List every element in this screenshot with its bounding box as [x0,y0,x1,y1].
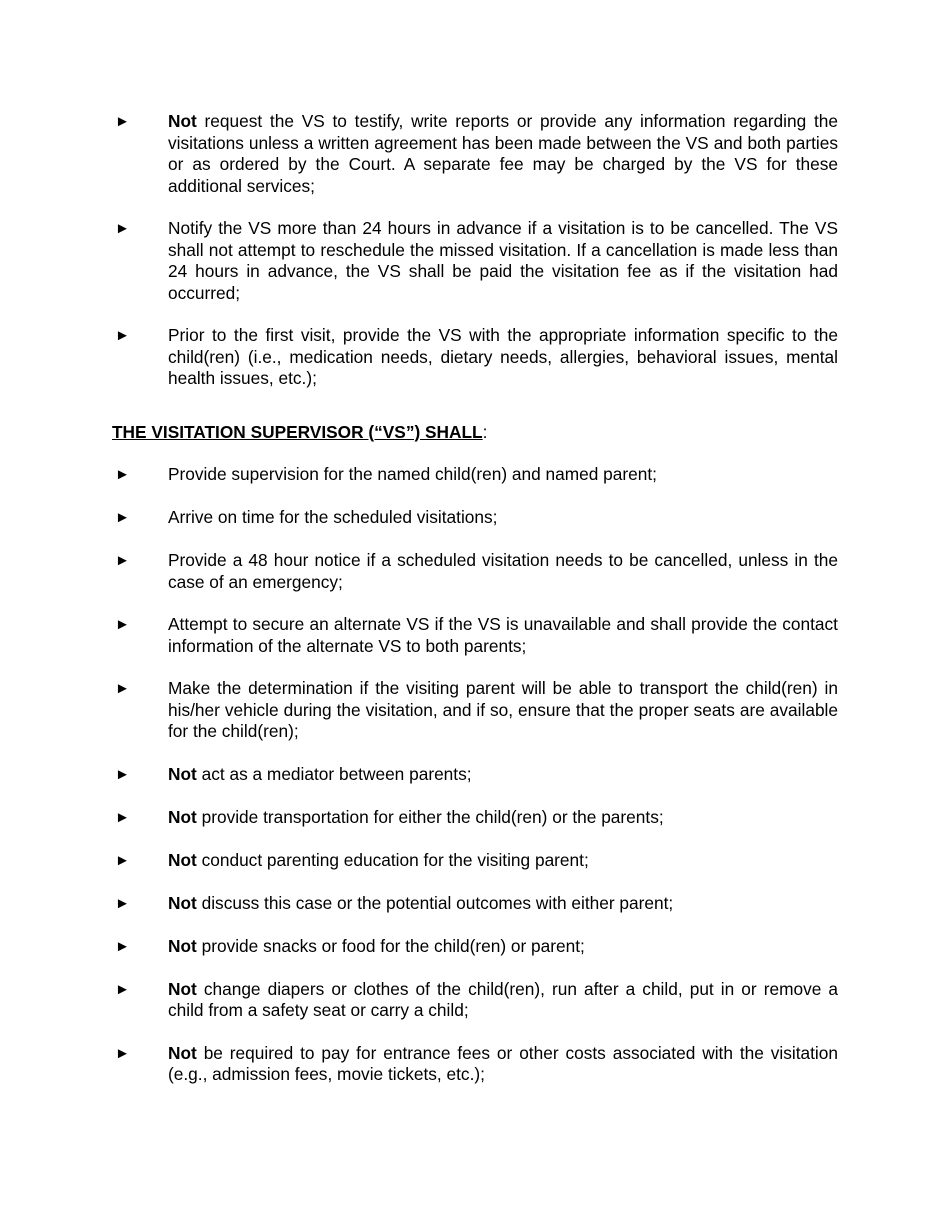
list-item [112,764,838,786]
item-text: act as a mediator between parents; [196,763,472,784]
arrow-bullet-icon: ► [115,220,130,237]
supervisor-obligations-list [112,464,838,1086]
item-text: Arrive on time for the scheduled visitations; [168,507,498,527]
item-text: request the VS to testify, write reports or provide any information regarding the visitations unless a written agreement has been made between the VS and both parties or as ordered by the Court. A separate fee may be charged by the VS for these additional services; [168,111,838,196]
arrow-bullet-icon: ► [115,680,130,697]
list-item [112,807,838,829]
arrow-bullet-icon: ► [115,937,130,955]
list-item [112,111,838,197]
arrow-bullet-icon: ► [115,327,130,344]
item-text: provide snacks or food for the child(ren) or parent; [196,935,585,956]
item-text: conduct parenting education for the visiting parent; [196,849,589,870]
arrow-bullet-icon: ► [115,851,130,869]
item-text: change diapers or clothes of the child(ren), run after a child, put in or remove a child from a safety seat or carry a child; [168,978,838,1020]
list-item [112,464,838,486]
emphasis-not: Not [168,763,197,784]
arrow-bullet-icon: ► [115,894,130,912]
list-item [112,614,838,657]
item-text: Provide supervision for the named child(ren) and named parent; [168,464,657,484]
list-item [112,218,838,304]
list-item [112,936,838,958]
emphasis-not: Not [168,111,197,131]
arrow-bullet-icon: ► [115,466,130,483]
item-text: Make the determination if the visiting parent will be able to transport the child(ren) in his/her vehicle during the visitation, and if so, ensure that the proper seats are available for the child(ren); [168,678,838,741]
list-item [112,550,838,593]
emphasis-not: Not [168,978,197,999]
emphasis-not: Not [168,935,197,956]
section-heading-suffix: : [482,421,488,442]
section-heading [112,422,838,444]
item-text: Provide a 48 hour notice if a scheduled visitation needs to be cancelled, unless in the case of an emergency; [168,550,838,592]
arrow-bullet-icon: ► [115,552,130,569]
arrow-bullet-icon: ► [115,808,130,826]
list-item [112,1043,838,1086]
arrow-bullet-icon: ► [115,1044,130,1062]
list-item [112,850,838,872]
document-page [112,111,838,1107]
arrow-bullet-icon: ► [115,509,130,526]
parent-obligations-list [112,111,838,390]
emphasis-not: Not [168,806,197,827]
emphasis-not: Not [168,849,197,870]
item-text: be required to pay for entrance fees or other costs associated with the visitation (e.g., admission fees, movie tickets, etc.); [168,1042,838,1084]
section-heading-text: THE VISITATION SUPERVISOR (“VS”) SHALL [112,421,483,442]
emphasis-not: Not [168,892,197,913]
item-text: discuss this case or the potential outcomes with either parent; [196,892,674,913]
list-item [112,893,838,915]
list-item [112,507,838,529]
arrow-bullet-icon: ► [115,980,130,998]
item-text: provide transportation for either the child(ren) or the parents; [196,806,664,827]
list-item [112,325,838,390]
arrow-bullet-icon: ► [115,616,130,633]
arrow-bullet-icon: ► [115,765,130,783]
list-item [112,979,838,1022]
emphasis-not: Not [168,1042,197,1063]
item-text: Attempt to secure an alternate VS if the VS is unavailable and shall provide the contact information of the alternate VS to both parents; [168,614,838,656]
item-text: Notify the VS more than 24 hours in advance if a visitation is to be cancelled. The VS shall not attempt to reschedule the missed visitation. If a cancellation is made less than 24 hours in advance, the VS shall be paid the visitation fee as if the visitation had occurred; [168,218,838,303]
list-item [112,678,838,743]
arrow-bullet-icon: ► [115,113,130,130]
item-text: Prior to the first visit, provide the VS with the appropriate information specific to the child(ren) (i.e., medication needs, dietary needs, allergies, behavioral issues, mental health issues, etc.); [168,325,838,388]
